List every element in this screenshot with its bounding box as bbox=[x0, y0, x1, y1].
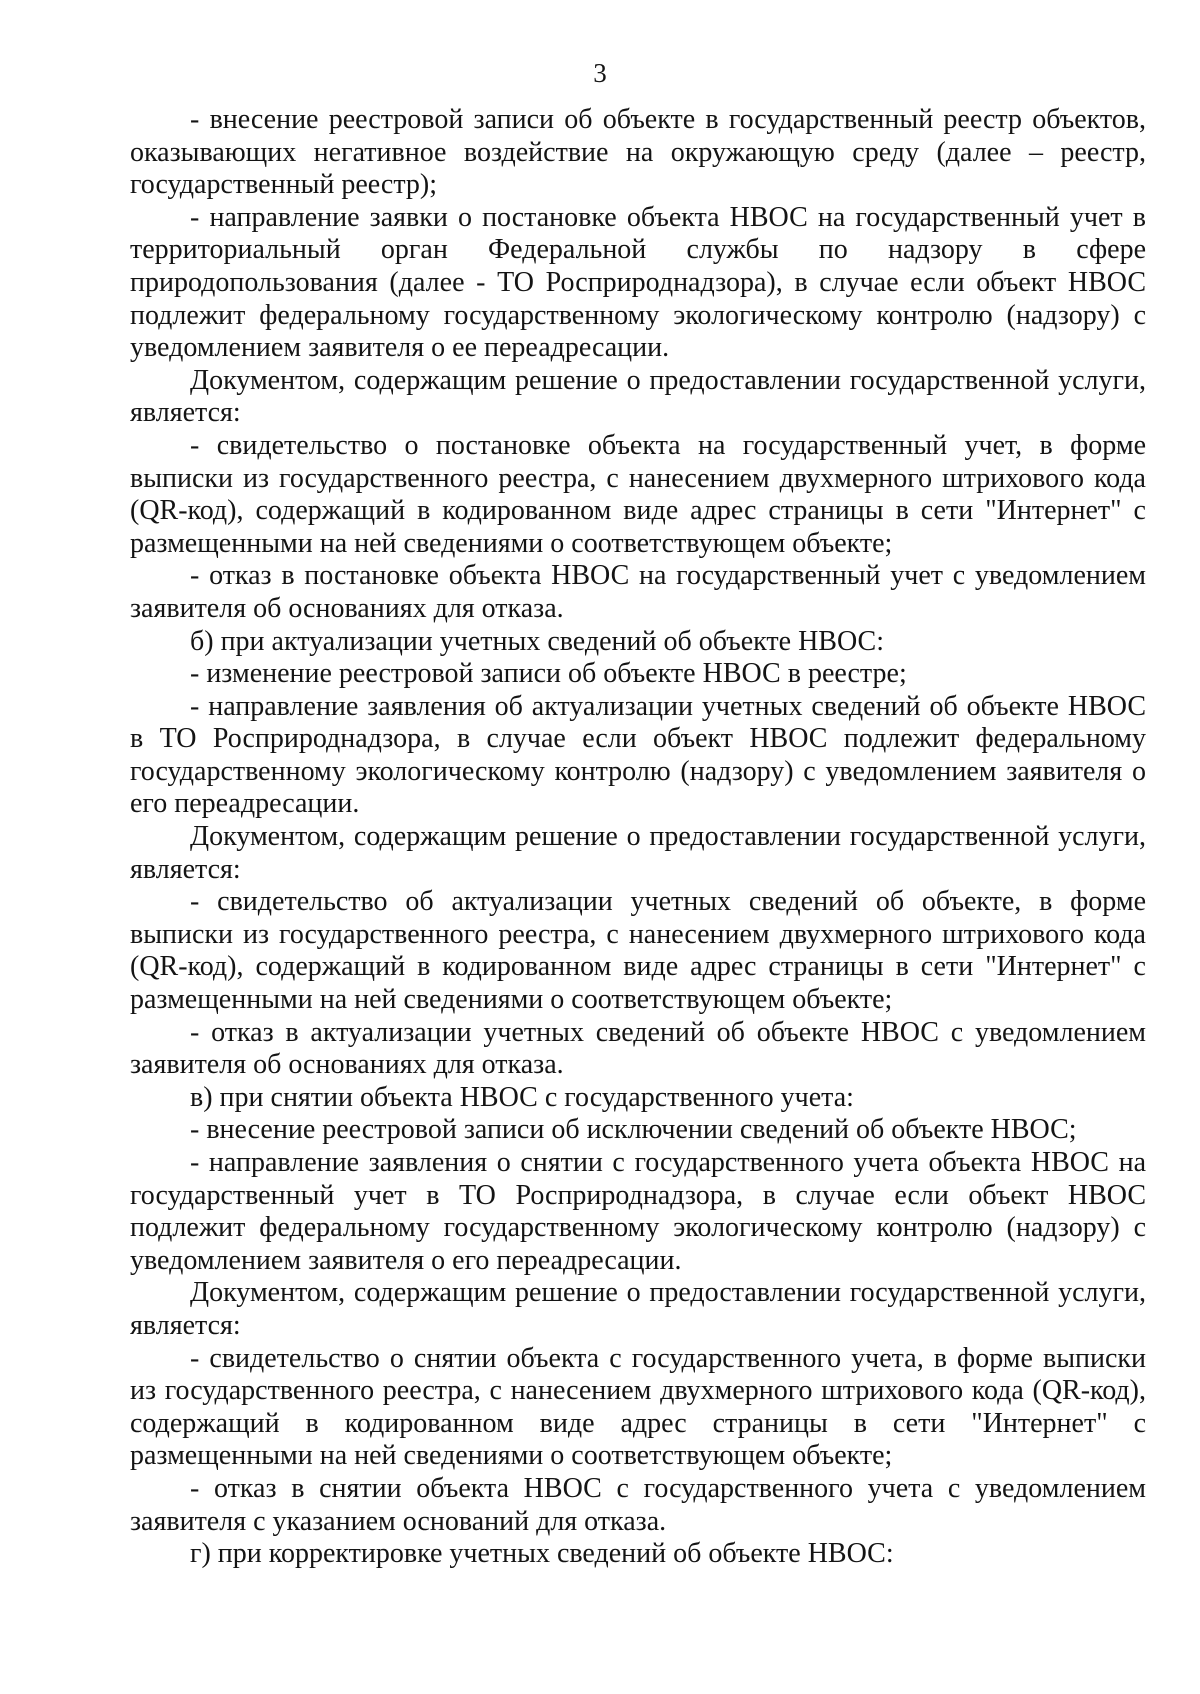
paragraph-section-g-heading: г) при корректировке учетных сведений об объекте НВОС: bbox=[190, 1538, 894, 1570]
document-body bbox=[130, 104, 1146, 1571]
paragraph-section-b-heading: б) при актуализации учетных сведений об объекте НВОС: bbox=[190, 625, 884, 657]
paragraph-decision-document: Документом, содержащим решение о предоставлении государственной услуги, является: bbox=[130, 1277, 1146, 1341]
page-number: 3 bbox=[593, 58, 607, 88]
paragraph-section-v-heading: в) при снятии объекта НВОС с государственного учета: bbox=[190, 1081, 854, 1113]
paragraph-removal-redirect: - направление заявления о снятии с государственного учета объекта НВОС на государственный учет в ТО Росприроднадзора, в случае если объект НВОС подлежит федеральному государственному экологическому контролю (надзору) с уведомлением заявителя о его переадресации. bbox=[130, 1147, 1146, 1276]
paragraph-decision-document: Документом, содержащим решение о предоставлении государственной услуги, является: bbox=[130, 821, 1146, 885]
paragraph-removal-certificate: - свидетельство о снятии объекта с государственного учета, в форме выписки из государственного реестра, с нанесением двухмерного штрихового кода (QR-код), содержащий в кодированном виде адрес страницы в сети "Интернет" с размещенными на ней сведениями о соответствующем объекте; bbox=[130, 1342, 1146, 1472]
paragraph-registry-change: - изменение реестровой записи об объекте НВОС в реестре; bbox=[190, 658, 907, 690]
paragraph-update-redirect: - направление заявления об актуализации учетных сведений об объекте НВОС в ТО Росприроднадзора, в случае если объект НВОС подлежит федеральному государственному экологическому контролю (надзору) с уведомлением заявителя о его переадресации. bbox=[130, 690, 1146, 820]
paragraph-registration-certificate: - свидетельство о постановке объекта на государственный учет, в форме выписки из государственного реестра, с нанесением двухмерного штрихового кода (QR-код), содержащий в кодированном виде адрес страницы в сети "Интернет" с размещенными на ней сведениями о соответствующем объекте; bbox=[130, 429, 1146, 559]
paragraph-removal-refusal: - отказ в снятии объекта НВОС с государственного учета с уведомлением заявителя с указанием оснований для отказа. bbox=[130, 1472, 1146, 1537]
paragraph-update-refusal: - отказ в актуализации учетных сведений об объекте НВОС с уведомлением заявителя об основаниях для отказа. bbox=[130, 1016, 1146, 1081]
paragraph-exclusion-entry: - внесение реестровой записи об исключении сведений об объекте НВОС; bbox=[190, 1114, 1077, 1146]
paragraph-application-redirect: - направление заявки о постановке объекта НВОС на государственный учет в территориальный орган Федеральной службы по надзору в сфере природопользования (далее - ТО Росприроднадзора), в случае если объект НВОС подлежит федеральному государственному экологическому контролю (надзору) с уведомлением заявителя о ее переадресации. bbox=[130, 201, 1146, 364]
paragraph-update-certificate: - свидетельство об актуализации учетных сведений об объекте, в форме выписки из государственного реестра, с нанесением двухмерного штрихового кода (QR-код), содержащий в кодированном виде адрес страницы в сети "Интернет" с размещенными на ней сведениями о соответствующем объекте; bbox=[130, 886, 1146, 1016]
paragraph-decision-document: Документом, содержащим решение о предоставлении государственной услуги, является: bbox=[130, 364, 1146, 429]
paragraph-registry-entry: - внесение реестровой записи об объекте в государственный реестр объектов, оказывающих негативное воздействие на окружающую среду (далее – реестр, государственный реестр); bbox=[130, 104, 1146, 201]
paragraph-registration-refusal: - отказ в постановке объекта НВОС на государственный учет с уведомлением заявителя об основаниях для отказа. bbox=[130, 560, 1146, 624]
